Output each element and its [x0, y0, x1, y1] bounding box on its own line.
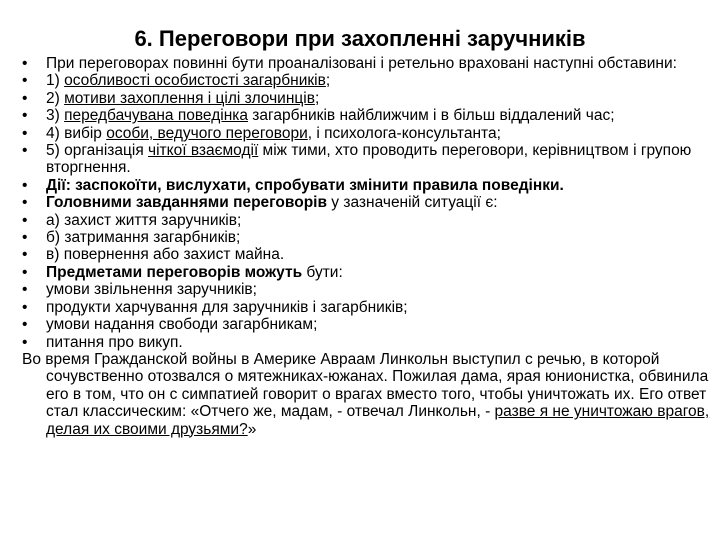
text-segment: 2): [46, 89, 65, 107]
text-segment: умови надання свободи загарбникам;: [46, 316, 318, 334]
underlined-text: мотиви захоплення і цілі злочинців: [64, 89, 315, 107]
text-segment: у зазначеній ситуації є:: [327, 194, 498, 212]
bullet-item: [22, 334, 712, 351]
bullet-icon: •: [22, 333, 28, 351]
bullet-item: [22, 229, 712, 246]
bullet-icon: •: [22, 55, 28, 72]
bullet-icon: •: [22, 316, 28, 334]
underlined-text: особи, ведучого переговори: [106, 124, 308, 142]
bullet-item: [22, 142, 712, 177]
bullet-icon: •: [22, 72, 28, 90]
bullet-item: [22, 264, 712, 281]
bullet-icon: •: [22, 176, 28, 194]
bullet-icon: •: [22, 229, 28, 247]
bold-text: Головними завданнями переговорів: [46, 194, 327, 212]
bold-text: Предметами переговорів можуть: [46, 263, 303, 281]
text-segment: продукти харчування для заручників і загарбників;: [46, 298, 408, 316]
text-segment: а) захист життя заручників;: [46, 211, 242, 229]
bullet-icon: •: [22, 89, 28, 107]
bullet-item: [22, 299, 712, 316]
text-segment: 3): [46, 107, 65, 125]
bullet-icon: •: [22, 107, 28, 125]
bullet-item: [22, 90, 712, 107]
bullet-item: [22, 246, 712, 263]
text-segment: ;: [325, 72, 331, 90]
bullet-icon: •: [22, 281, 28, 299]
bullet-icon: •: [22, 263, 28, 281]
text-segment: умови звільнення заручників;: [46, 281, 257, 299]
text-segment: 5) організація: [46, 142, 149, 160]
bullet-icon: •: [22, 211, 28, 229]
text-segment: загарбників найближчим і в більш віддалений час;: [248, 107, 615, 125]
text-segment: 1): [46, 72, 65, 90]
text-segment: бути:: [302, 263, 343, 281]
bullet-item: [22, 194, 712, 211]
bullet-item: [22, 177, 712, 194]
text-segment: , і психолога-консультанта;: [307, 124, 501, 142]
bullet-list: [22, 55, 712, 351]
text-segment: питання про викуп.: [46, 333, 183, 351]
bullet-item: [22, 125, 712, 142]
slide-title: 6. Переговори при захопленні заручників: [134, 26, 586, 51]
bullet-item: [22, 107, 712, 124]
bullet-item: [22, 281, 712, 298]
text-segment: Во время Гражданской войны в Америке Авраам Линкольн выступил с речью, в которой сочувственно отозвался о мятежниках-южанах. Пожилая дама, ярая юнионистка, обвинила его в том, что он с симпатией говорит о врагах вместо того, чтобы уничтожать их. Его ответ стал классическим: «Отчего же, мадам, - отвечал Линкольн, -: [22, 350, 709, 421]
text-segment: між тими, хто проводить переговори, керівництвом і групою вторгнення.: [46, 142, 692, 177]
bullet-item: [22, 72, 712, 89]
bullet-item: [22, 316, 712, 333]
lincoln-anecdote: [22, 351, 712, 438]
underlined-text: разве я не уничтожаю врагов, делая их своими друзьями?: [46, 403, 710, 438]
bullet-icon: •: [22, 298, 28, 316]
underlined-text: передбачувана поведінка: [64, 107, 248, 125]
bold-text: Дії: заспокоїти, вислухати, спробувати змінити правила поведінки.: [46, 176, 564, 194]
bullet-icon: •: [22, 246, 28, 264]
text-segment: При переговорах повинні бути проаналізовані і ретельно враховані наступні обставини:: [46, 55, 677, 72]
text-segment: 4) вибір: [46, 124, 107, 142]
bullet-icon: •: [22, 142, 28, 160]
text-segment: »: [247, 420, 257, 438]
text-segment: в) повернення або захист майна.: [46, 246, 285, 264]
text-segment: б) затримання загарбників;: [46, 229, 241, 247]
underlined-text: чіткої взаємодії: [148, 142, 259, 160]
underlined-text: особливості особистості загарбників: [64, 72, 326, 90]
slide-content: [22, 55, 712, 438]
bullet-icon: •: [22, 124, 28, 142]
bullet-item: [22, 212, 712, 229]
bullet-icon: •: [22, 194, 28, 212]
bullet-item: [22, 55, 712, 72]
text-segment: ;: [314, 89, 320, 107]
